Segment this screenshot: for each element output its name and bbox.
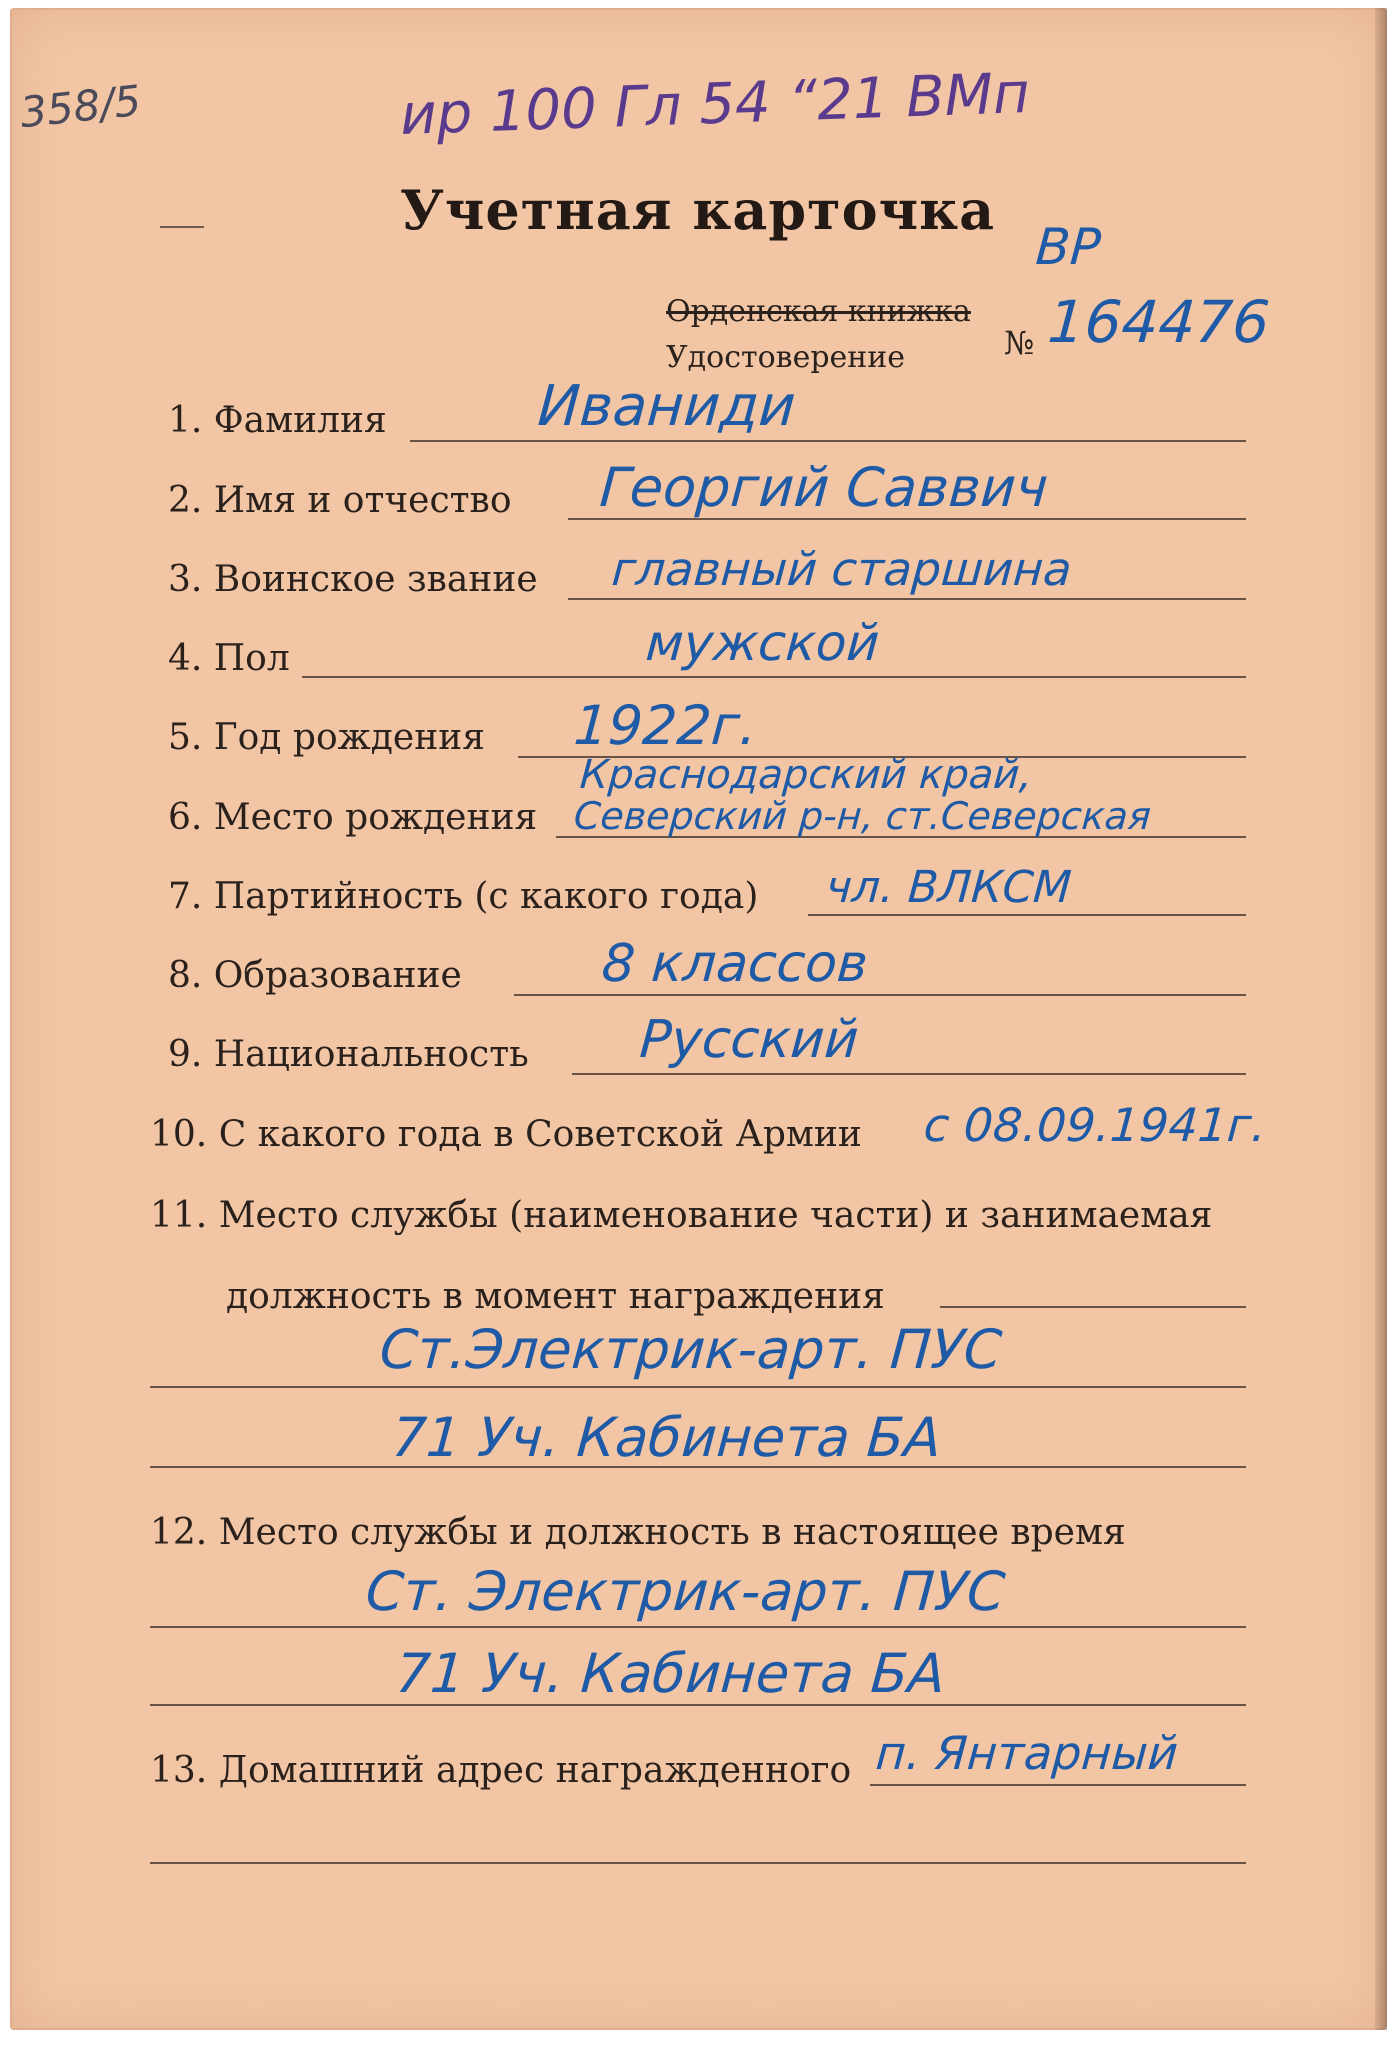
number-label: №: [1004, 324, 1035, 362]
page-title: Учетная карточка: [400, 178, 996, 242]
field-3-line: [568, 598, 1246, 600]
field-9-line: [572, 1073, 1246, 1075]
field-6-value-2: Северский р-н, ст.Северская: [572, 794, 1153, 838]
field-13-line-1: [870, 1784, 1246, 1786]
field-1-label: 1. Фамилия: [168, 400, 387, 441]
field-6-value-1: Краснодарский край,: [578, 752, 1034, 798]
field-9-label: 9. Национальность: [168, 1034, 529, 1075]
field-4-line: [302, 676, 1246, 678]
field-7-value: чл. ВЛКСМ: [824, 862, 1074, 913]
series-code: ВР: [1033, 218, 1103, 276]
field-3-label: 3. Воинское звание: [168, 559, 538, 600]
field-12-value-2: 71 Уч. Кабинета БА: [393, 1642, 948, 1705]
field-11-label-1: 11. Место службы (наименование части) и занимаемая: [150, 1195, 1213, 1236]
field-10-label: 10. С какого года в Советской Армии: [150, 1114, 862, 1155]
field-11-line-0: [940, 1306, 1246, 1308]
field-11-value-1: Ст.Электрик-арт. ПУС: [377, 1318, 1004, 1381]
card-edge-shadow: [1375, 8, 1387, 2030]
field-7-line: [808, 914, 1246, 916]
field-6-label: 6. Место рождения: [168, 797, 538, 838]
field-2-label: 2. Имя и отчество: [168, 480, 512, 521]
field-13-value: п. Янтарный: [874, 1726, 1180, 1780]
field-5-value: 1922г.: [571, 694, 760, 757]
field-8-value: 8 классов: [599, 934, 870, 994]
field-12-value-1: Ст. Электрик-арт. ПУС: [363, 1560, 1008, 1623]
field-8-label: 8. Образование: [168, 955, 462, 996]
field-7-label: 7. Партийность (с какого года): [168, 876, 759, 917]
doc-type: Удостоверение: [666, 340, 906, 375]
field-1-value: Иваниди: [535, 374, 798, 439]
field-4-value: мужской: [643, 614, 882, 672]
field-11-value-2: 71 Уч. Кабинета БА: [389, 1406, 944, 1469]
field-1-line: [410, 440, 1246, 442]
field-10-value: с 08.09.1941г.: [922, 1098, 1268, 1152]
field-4-label: 4. Пол: [168, 638, 290, 679]
field-9-value: Русский: [637, 1010, 861, 1070]
field-3-value: главный старшина: [610, 542, 1074, 596]
field-13-label: 13. Домашний адрес награжденного: [150, 1750, 852, 1791]
top-note: ир 100 Гл 54 “21 ВМп: [399, 61, 1031, 148]
field-12-line-1: [150, 1626, 1246, 1628]
left-dash: [160, 226, 204, 228]
field-2-value: Георгий Саввич: [597, 456, 1050, 519]
doc-number: 164476: [1045, 288, 1272, 356]
field-11-line-1: [150, 1386, 1246, 1388]
field-8-line: [514, 994, 1246, 996]
field-5-label: 5. Год рождения: [168, 717, 485, 758]
corner-note: 358/5: [17, 75, 144, 138]
crossed-doc-type: Орденская книжка: [666, 294, 971, 329]
field-11-label-2: должность в момент награждения: [226, 1276, 885, 1317]
field-13-line-2: [150, 1862, 1246, 1864]
field-12-label: 12. Место службы и должность в настоящее время: [150, 1512, 1126, 1553]
